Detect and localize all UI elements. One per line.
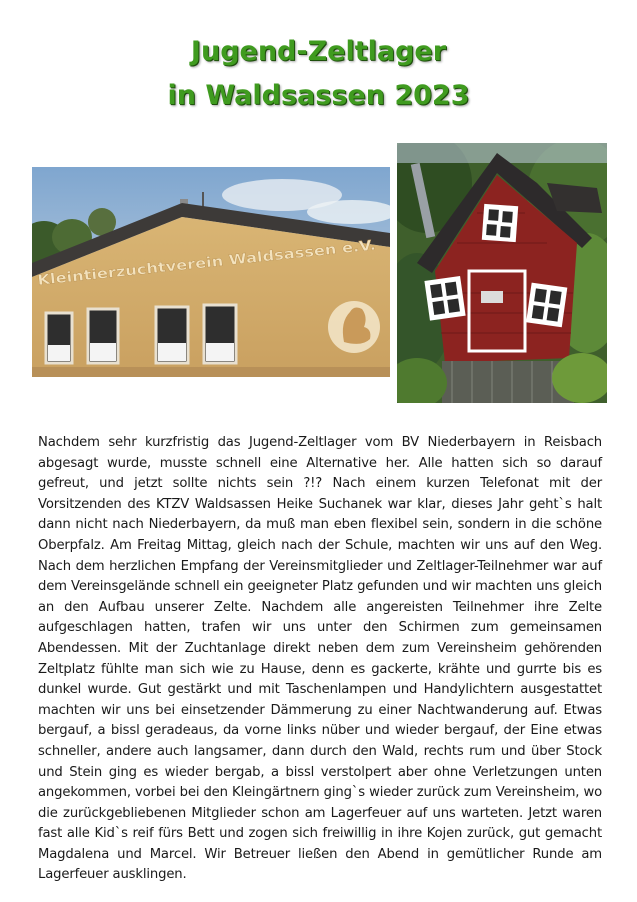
- clubhouse-photo: [32, 167, 390, 377]
- title-line-2: in Waldsassen 2023: [167, 80, 470, 111]
- clubhouse-sign: Kleintierzuchtverein Waldsassen e.V.: [36, 242, 330, 289]
- page-title: [0, 30, 637, 118]
- article-body: Nachdem sehr kurzfristig das Jugend-Zeltlager vom BV Niederbayern in Reisbach abgesagt wurde, musste schnell eine Alternative her. Alle hatten sich so darauf gefreut, und jetzt sollte nichts sein ?!? Nach einem kurzen Telefonat mit der Vorsitzenden des KTZV Waldsassen Heike Suchanek war klar, dieses Jahr geht`s halt dann nicht nach Niederbayern, da muß man eben flexibel sein, sondern in die schöne Oberpfalz. Am Freitag Mittag, gleich nach der Schule, machten wir uns auf den Weg. Nach dem herzlichen Empfang der Vereinsmitglieder und Zeltlager-Teilnehmer war auf dem Vereinsgelände schnell ein geeigneter Platz gefunden und wir machten uns gleich an den Aufbau unserer Zelte. Nachdem alle angereisten Teilnehmer ihre Zelte aufgeschlagen hatten, trafen wir uns unter den Schirmen zum gemeinsamen Abendessen. Mit der Zuchtanlage direkt neben dem zum Vereinsheim gehörenden Zeltplatz fühlte man sich wie zu Hause, denn es gackerte, krähte und gurrte bis es dunkel wurde. Gut gestärkt und mit Taschenlampen und Handylichtern ausgestattet machten wir uns bei einsetzender Dämmerung zu einer Nachtwanderung auf. Etwas bergauf, a bissl geradeaus, da vorne links nüber und wieder bergauf, der Eine etwas schneller, andere auch langsamer, dann durch den Wald, rechts rum und über Stock und Stein ging es wieder bergab, a bissl verstolpert aber ohne Verletzungen unten angekommen, vorbei bei den Kleingärtnern ging`s wieder zurück zum Vereinsheim, wo die zurückgebliebenen Mitglieder schon am Lagerfeuer auf uns warteten. Jetzt waren fast alle Kid`s reif fürs Bett und zogen sich freiwillig in ihre Kojen zurück, gut gemacht Magdalena und Marcel. Wir Betreuer ließen den Abend in gemütlicher Runde am Lagerfeuer ausklingen.: [38, 435, 602, 883]
- title-line-1: Jugend-Zeltlager: [190, 36, 447, 67]
- chicken-house-photo: [397, 143, 607, 403]
